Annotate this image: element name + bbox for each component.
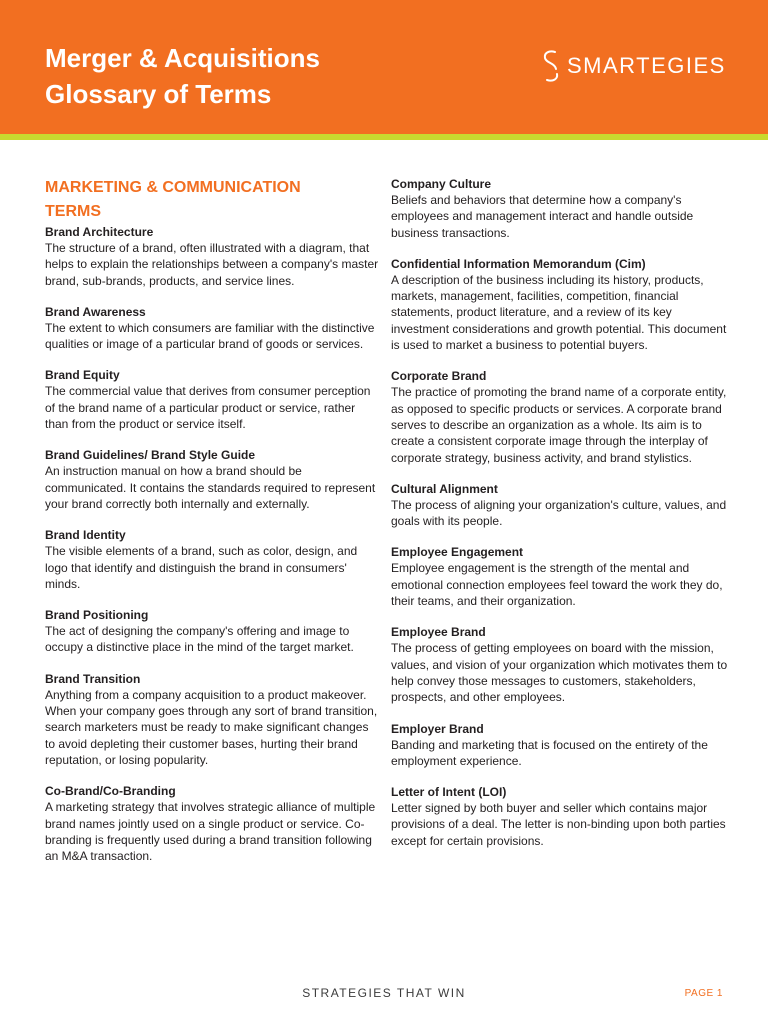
glossary-entry [45, 447, 380, 512]
glossary-definition: A description of the business including its history, products, markets, management, facilities, competition, financial statements, product literature, and a review of its key investment considerations and growth potential. This document is used to market a business to potential buyers. [391, 272, 727, 353]
header-accent-rule [0, 134, 768, 140]
glossary-term: Company Culture [391, 177, 492, 191]
glossary-term: Brand Awareness [45, 304, 146, 319]
glossary-term: Brand Positioning [45, 608, 149, 623]
glossary-term: Co-Brand/Co-Branding [45, 784, 176, 799]
glossary-entry [391, 624, 731, 705]
glossary-definition: Banding and marketing that is focused on the entirety of the employment experience. [391, 737, 708, 768]
glossary-term: Brand Identity [45, 528, 126, 543]
glossary-definition: The practice of promoting the brand name of a corporate entity, as opposed to specific products or services. A corporate brand serves to describe an organization as a whole. Its aim is to create a consistent corporate image through the interplay of corporate strategy, business activity, and brand stylistics. [391, 385, 727, 465]
glossary-entry [391, 256, 731, 353]
glossary-term: Brand Equity [45, 368, 120, 383]
glossary-definition: A marketing strategy that involves strategic alliance of multiple brand names jointly used on a single product or service. Co-branding is frequently used during a brand transition following an M&A transaction. [45, 800, 376, 864]
glossary-term: Employee Engagement [391, 545, 524, 560]
glossary-term: Corporate Brand [391, 369, 487, 384]
glossary-definition: The process of getting employees on board with the mission, values, and vision of your organization which motivates them to help convey those messages to customers, stakeholders, prospects, and other employees. [391, 641, 728, 705]
document-title-line-1: Merger & Acquisitions [45, 43, 320, 73]
page-header [0, 0, 768, 134]
left-column [45, 176, 380, 879]
glossary-entry [45, 783, 380, 864]
glossary-entry [45, 304, 380, 353]
section-heading [45, 176, 380, 224]
glossary-entry [45, 367, 380, 432]
glossary-term: Brand Transition [45, 671, 141, 686]
glossary-term: Employee Brand [391, 625, 486, 640]
glossary-entry [391, 784, 731, 849]
glossary-term: Confidential Information Memorandum (Cim) [391, 256, 646, 271]
page-number: PAGE 1 [684, 988, 723, 999]
glossary-term: Brand Architecture [45, 225, 154, 239]
glossary-definition: Letter signed by both buyer and seller which contains major provisions of a deal. The letter is non-binding upon both parties except for certain provisions. [391, 801, 726, 848]
document-title-line-2: Glossary of Terms [45, 79, 272, 109]
glossary-entry [45, 607, 380, 656]
smartegies-s-logo-icon [541, 48, 561, 84]
brand-logo [541, 46, 726, 86]
glossary-term: Employer Brand [391, 721, 484, 736]
glossary-definition: The commercial value that derives from consumer perception of the brand name of a particular product or service, rather than from the product or service itself. [45, 384, 371, 432]
brand-name: SMARTEGIES [567, 53, 726, 78]
glossary-entry [391, 368, 731, 465]
glossary-definition: The process of aligning your organization's culture, values, and goals with its people. [391, 497, 727, 529]
glossary-entry [45, 671, 380, 768]
right-glossary-list [391, 176, 731, 849]
glossary-term: Brand Guidelines/ Brand Style Guide [45, 448, 256, 463]
glossary-entry [391, 481, 731, 530]
document-title [45, 40, 320, 112]
glossary-definition: Anything from a company acquisition to a product makeover. When your company goes through any sort of brand transition, search marketers must be ready to make significant changes to avoid depleting their customer bases, hurting their brand reputation, or losing popularity. [45, 687, 378, 767]
glossary-entry [45, 224, 380, 289]
glossary-term: Cultural Alignment [391, 481, 498, 496]
glossary-definition: The structure of a brand, often illustrated with a diagram, that helps to explain the relationships between a company's master brand, sub-brands, products, and service lines. [45, 241, 379, 288]
left-glossary-list [45, 224, 380, 864]
glossary-entry [391, 544, 731, 609]
right-column [391, 176, 731, 864]
glossary-entry [391, 176, 731, 241]
glossary-entry [45, 527, 380, 592]
glossary-definition: The extent to which consumers are familiar with the distinctive qualities or image of a particular brand of goods or services. [45, 320, 375, 352]
glossary-definition: The visible elements of a brand, such as color, design, and logo that identify and distinguish the brand in consumers' minds. [45, 544, 358, 591]
footer-tagline: STRATEGIES THAT WIN [302, 986, 466, 1000]
section-heading-line-2: TERMS [45, 203, 101, 220]
glossary-term: Letter of Intent (LOI) [391, 785, 507, 800]
glossary-definition: The act of designing the company's offering and image to occupy a distinctive place in the mind of the target market. [45, 624, 354, 655]
glossary-definition: Employee engagement is the strength of the mental and emotional connection employees feel toward the work they do, their teams, and their organization. [391, 561, 723, 609]
section-heading-line-1: MARKETING & COMMUNICATION [45, 179, 301, 196]
glossary-entry [391, 721, 731, 770]
glossary-definition: An instruction manual on how a brand should be communicated. It contains the standards required to represent your brand correctly both internally and externally. [45, 464, 376, 511]
glossary-definition: Beliefs and behaviors that determine how a company's employees and management interact and handle outside business transactions. [391, 193, 694, 240]
